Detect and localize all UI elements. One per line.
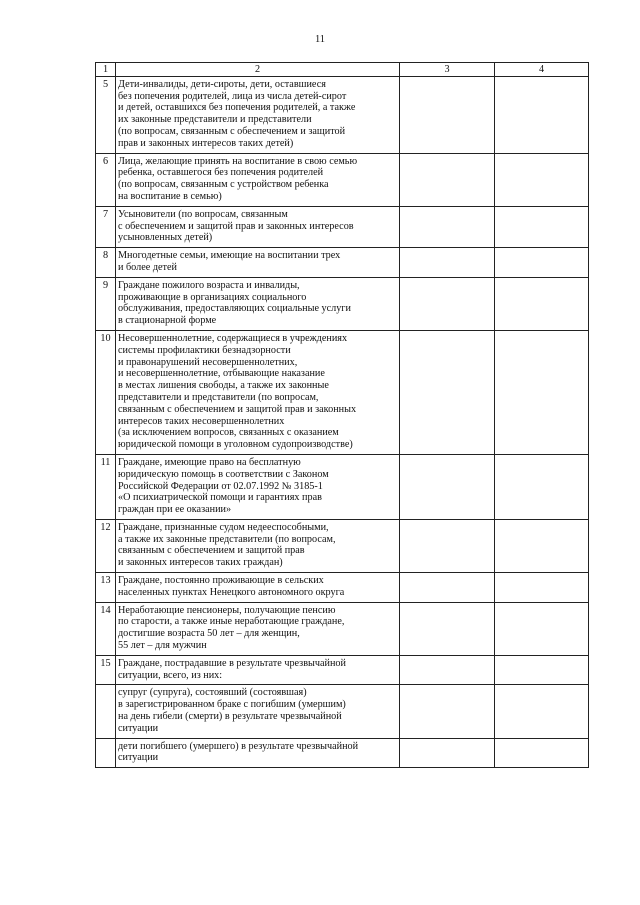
- table-row: [96, 573, 589, 603]
- row-description: Граждане, постоянно проживающие в сельских населенных пунктах Ненецкого автономного округа: [116, 573, 400, 603]
- row-cell-col3: [400, 655, 495, 685]
- row-number: 6: [96, 153, 116, 206]
- row-number: 8: [96, 248, 116, 278]
- row-description: супруг (супруга), состоявший (состоявшая) в зарегистрированном браке с погибшим (умершим) на день гибели (смерти) в результате чрезвычайной ситуации: [116, 685, 400, 738]
- row-cell-col4: [495, 655, 589, 685]
- row-description: Неработающие пенсионеры, получающие пенсию по старости, а также иные неработающие граждане, достигшие возраста 50 лет – для женщин, 55 лет – для мужчин: [116, 602, 400, 655]
- table-row: [96, 685, 589, 738]
- row-number: 10: [96, 330, 116, 454]
- column-header: 2: [116, 63, 400, 77]
- row-cell-col4: [495, 738, 589, 768]
- row-description: Граждане, имеющие право на бесплатную юридическую помощь в соответствии с Законом Российской Федерации от 02.07.1992 № 3185-1 «О психиатрической помощи и гарантиях прав граждан при ее оказании»: [116, 454, 400, 519]
- row-number: 14: [96, 602, 116, 655]
- data-table: [95, 62, 589, 768]
- table-row: [96, 738, 589, 768]
- row-cell-col3: [400, 454, 495, 519]
- row-cell-col4: [495, 602, 589, 655]
- row-number: 9: [96, 277, 116, 330]
- row-description: Лица, желающие принять на воспитание в свою семью ребенка, оставшегося без попечения родителей (по вопросам, связанным с устройством ребенка на воспитание в семью): [116, 153, 400, 206]
- row-description: дети погибшего (умершего) в результате чрезвычайной ситуации: [116, 738, 400, 768]
- row-description: Граждане, признанные судом недееспособными, а также их законные представители (по вопросам, связанным с обеспечением и защитой прав и законных интересов таких граждан): [116, 519, 400, 572]
- table-row: [96, 330, 589, 454]
- row-cell-col3: [400, 519, 495, 572]
- row-number: 12: [96, 519, 116, 572]
- row-cell-col3: [400, 76, 495, 153]
- column-header: 4: [495, 63, 589, 77]
- table-row: [96, 519, 589, 572]
- row-cell-col4: [495, 573, 589, 603]
- row-cell-col3: [400, 330, 495, 454]
- table-row: [96, 248, 589, 278]
- row-cell-col3: [400, 738, 495, 768]
- row-cell-col3: [400, 602, 495, 655]
- row-number: 7: [96, 206, 116, 247]
- row-cell-col3: [400, 153, 495, 206]
- row-number: [96, 685, 116, 738]
- row-cell-col3: [400, 248, 495, 278]
- table-row: [96, 655, 589, 685]
- row-description: Граждане пожилого возраста и инвалиды, проживающие в организациях социального обслуживания, предоставляющих социальные услуги в стационарной форме: [116, 277, 400, 330]
- row-description: Многодетные семьи, имеющие на воспитании трех и более детей: [116, 248, 400, 278]
- page-number: 11: [314, 34, 326, 45]
- row-cell-col4: [495, 277, 589, 330]
- row-cell-col3: [400, 206, 495, 247]
- row-description: Усыновители (по вопросам, связанным с обеспечением и защитой прав и законных интересов усыновленных детей): [116, 206, 400, 247]
- row-cell-col3: [400, 685, 495, 738]
- row-number: 11: [96, 454, 116, 519]
- row-description: Дети-инвалиды, дети-сироты, дети, оставшиеся без попечения родителей, лица из числа детей-сирот и детей, оставшихся без попечения родителей, а также их законные представители и представители (по вопросам, связанным с обеспечением и защитой прав и законных интересов таких детей): [116, 76, 400, 153]
- row-cell-col4: [495, 685, 589, 738]
- table-row: [96, 76, 589, 153]
- row-number: 5: [96, 76, 116, 153]
- row-number: [96, 738, 116, 768]
- table-header-row: [96, 63, 589, 77]
- row-cell-col4: [495, 330, 589, 454]
- row-cell-col4: [495, 454, 589, 519]
- row-cell-col3: [400, 573, 495, 603]
- table-row: [96, 602, 589, 655]
- row-cell-col3: [400, 277, 495, 330]
- row-cell-col4: [495, 519, 589, 572]
- row-description: Граждане, пострадавшие в результате чрезвычайной ситуации, всего, из них:: [116, 655, 400, 685]
- row-cell-col4: [495, 206, 589, 247]
- table-row: [96, 454, 589, 519]
- row-number: 13: [96, 573, 116, 603]
- table-row: [96, 153, 589, 206]
- row-cell-col4: [495, 76, 589, 153]
- column-header: 1: [96, 63, 116, 77]
- row-number: 15: [96, 655, 116, 685]
- row-cell-col4: [495, 248, 589, 278]
- row-description: Несовершеннолетние, содержащиеся в учреждениях системы профилактики безнадзорности и правонарушений несовершеннолетних, и несовершеннолетние, отбывающие наказание в местах лишения свободы, а также их законные представители и представители (по вопросам, связанным с обеспечением и защитой прав и законных интересов таких несовершеннолетних (за исключением вопросов, связанных с оказанием юридической помощи в уголовном судопроизводстве): [116, 330, 400, 454]
- row-cell-col4: [495, 153, 589, 206]
- table-row: [96, 277, 589, 330]
- table-row: [96, 206, 589, 247]
- column-header: 3: [400, 63, 495, 77]
